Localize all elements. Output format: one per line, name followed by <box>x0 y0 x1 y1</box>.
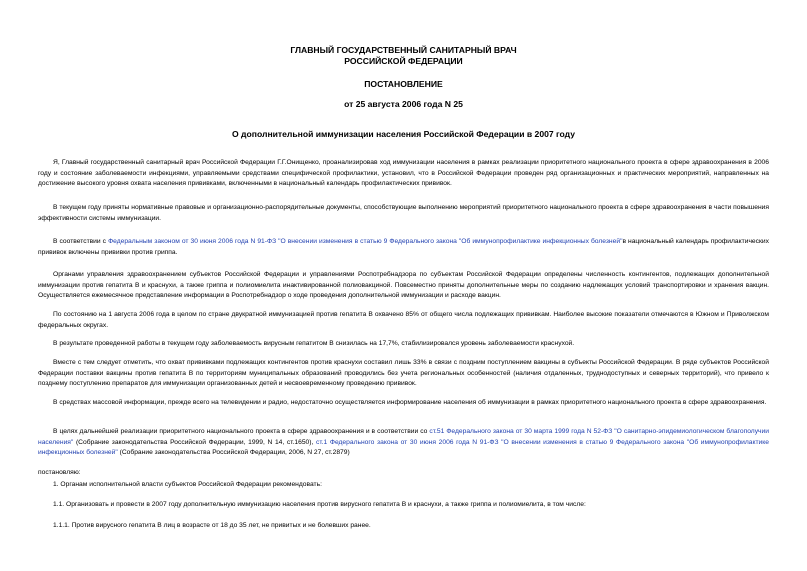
paragraph-3-text-b: в национальный календарь профилактических прививок включены прививки против гриппа. <box>38 238 770 256</box>
paragraph-item-1-1: 1.1. Организовать и провести в 2007 году дополнительную иммунизацию населения против вирусного гепатита В и краснухи, а также гриппа и полиомиелита, в том числе: <box>53 501 586 508</box>
paragraph-8: В средствах массовой информации, прежде всего на телевидении и радио, недостаточно осуществляется информирование населения об иммунизации в рамках приоритетного национального проекта в сфере здравоохранения. <box>53 399 767 406</box>
paragraph-4: Органами управления здравоохранением субъектов Российской Федерации и управлениями Роспотребнадзора по субъектам Российской Федерации определены численность контингентов, подлежащих дополнительной иммунизации против гепатита В и краснухи, а также гриппа и полиомиелита инактивированной полиовакциной. Повсеместно приняты дополнительные меры по созданию надлежащих условий транспортировки и хранения вакцин. Осуществляется ежемесячное представление информации в Роспотребнадзор о ходе проведения дополнительной иммунизации и расходе вакцин. <box>38 271 769 300</box>
paragraph-1: Я, Главный государственный санитарный врач Российской Федерации Г.Г.Онищенко, проанализировав ход иммунизации населения в рамках реализации приоритетного национального проекта в сфере здравоохранения в 2006 году и состояние заболеваемости инфекциями, управляемыми средствами специфической профилактики, установил, что в Российской Федерации проведен ряд организационных и практических мероприятий, направленных на достижение высокого уровня охвата населения прививками, включенными в национальный календарь профилактических прививок. <box>38 159 769 188</box>
federal-law-52fz-link[interactable]: ст.51 Федерального закона от 30 марта 1999 года N 52-ФЗ "О санитарно-эпидемиологическом благополучии населения" <box>38 428 769 446</box>
paragraph-9-text-c: (Собрание законодательства Российской Федерации, 2006, N 27, ст.2879) <box>117 449 350 457</box>
federal-law-91fz-link[interactable]: Федеральным законом от 30 июня 2006 года N 91-ФЗ "О внесении изменения в статью 9 Федерального закона "Об иммунопрофилактике инфекционных болезней" <box>108 238 623 245</box>
paragraph-6: В результате проведенной работы в текущем году заболеваемость вирусным гепатитом В снизилась на 17,7%, стабилизировался уровень заболеваемости краснухой. <box>53 340 575 347</box>
paragraph-9-text-a: В целях дальнейшей реализации приоритетного национального проекта в сфере здравоохранения и в соответствии со <box>53 428 430 435</box>
federal-law-91fz-article1-link[interactable]: ст.1 Федерального закона от 30 июня 2006 года N 91-ФЗ "О внесении изменения в статью 9 Федерального закона "Об иммунопрофилактике инфекционных болезней" <box>38 438 769 457</box>
document-title: О дополнительной иммунизации населения Российской Федерации в 2007 году <box>231 129 575 139</box>
document-type: ПОСТАНОВЛЕНИЕ <box>364 79 443 89</box>
issuer-heading <box>0 45 807 67</box>
paragraph-3-text-a: В соответствии с <box>53 238 109 245</box>
paragraph-7: Вместе с тем следует отметить, что охват прививками подлежащих контингентов против краснухи составил лишь 33% в связи с поздним поступлением вакцины в субъекты Российской Федерации. В ряде субъектов Российской Федерации поставки вакцины против гепатита В по территориям муниципальных образований проводились без учета региональных особенностей (наличия отдаленных, труднодоступных и северных территорий), что привело к позднему поступлению препаратов для иммунизации организованных детей и несвоевременному проведению прививок. <box>38 359 769 388</box>
issuer-line-2: РОССИЙСКОЙ ФЕДЕРАЦИИ <box>344 56 463 66</box>
paragraph-2: В текущем году приняты нормативные правовые и организационно-распорядительные документы, способствующие выполнению мероприятий приоритетного национального проекта в сфере здравоохранения в части повышения эффективности системы иммунизации. <box>38 204 769 222</box>
paragraph-item-1: 1. Органам исполнительной власти субъектов Российской Федерации рекомендовать: <box>53 481 322 488</box>
paragraph-9 <box>38 427 769 459</box>
paragraph-3 <box>38 237 769 258</box>
document-date-number: от 25 августа 2006 года N 25 <box>344 99 463 109</box>
issuer-line-1: ГЛАВНЫЙ ГОСУДАРСТВЕННЫЙ САНИТАРНЫЙ ВРАЧ <box>290 45 517 55</box>
paragraph-item-1-1-1: 1.1.1. Против вирусного гепатита В лиц в возрасте от 18 до 35 лет, не привитых и не болевших ранее. <box>53 522 371 529</box>
paragraph-resolve: постановляю: <box>38 469 81 476</box>
paragraph-9-text-b: (Собрание законодательства Российской Федерации, 1999, N 14, ст.1650), <box>73 438 316 446</box>
paragraph-5: По состоянию на 1 августа 2006 года в целом по стране двукратной иммунизацией против гепатита В охвачено 85% от общего числа подлежащих прививкам. Наиболее высокие показатели отмечаются в Южном и Приволжском федеральных округах. <box>38 311 769 329</box>
